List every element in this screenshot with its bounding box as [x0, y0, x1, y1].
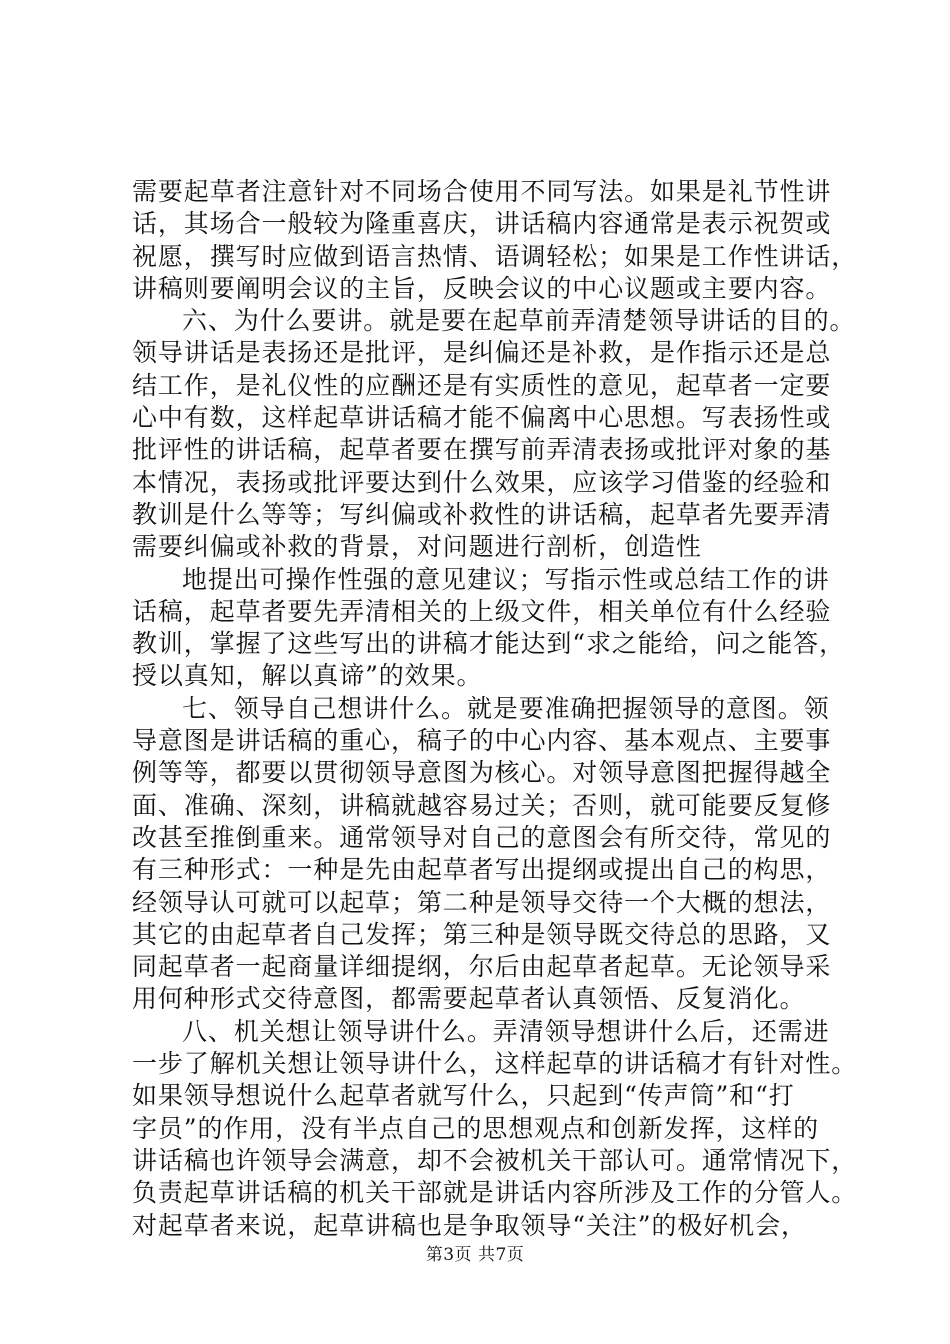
paragraph-start-line: 七、领导自己想讲什么。就是要准确把握领导的意图。领 — [182, 693, 830, 723]
text-line: 话，其场合一般较为隆重喜庆，讲话稿内容通常是表示祝贺或 — [132, 209, 832, 239]
text-line: 授以真知，解以真谛”的效果。 — [132, 661, 483, 691]
text-line: 心中有数，这样起草讲话稿才能不偏离中心思想。写表扬性或 — [132, 403, 832, 433]
text-line: 导意图是讲话稿的重心，稿子的中心内容、基本观点、主要事 — [132, 726, 832, 756]
body-text — [132, 176, 858, 1242]
text-line: 祝愿，撰写时应做到语言热情、语调轻松；如果是工作性讲话， — [132, 241, 858, 271]
text-line: 负责起草讲话稿的机关干部就是讲话内容所涉及工作的分管人。 — [132, 1178, 858, 1208]
text-line: 教训，掌握了这些写出的讲稿才能达到“求之能给，问之能答， — [132, 629, 845, 659]
text-line: 例等等，都要以贯彻领导意图为核心。对领导意图把握得越全 — [132, 758, 832, 788]
paragraph-start-line: 八、机关想让领导讲什么。弄清领导想讲什么后，还需进 — [182, 1016, 830, 1046]
text-line: 面、准确、深刻，讲稿就越容易过关；否则，就可能要反复修 — [132, 790, 832, 820]
text-line: 字员”的作用，没有半点自己的思想观点和创新发挥，这样的 — [132, 1113, 820, 1143]
text-line: 改甚至推倒重来。通常领导对自己的意图会有所交待，常见的 — [132, 822, 832, 852]
text-line: 需要纠偏或补救的背景，对问题进行剖析，创造性 — [132, 532, 702, 562]
text-line: 对起草者来说，起草讲稿也是争取领导“关注”的极好机会， — [132, 1210, 807, 1240]
text-line: 其它的由起草者自己发挥；第三种是领导既交待总的思路，又 — [132, 919, 832, 949]
text-line: 有三种形式：一种是先由起草者写出提纲或提出自己的构思， — [132, 855, 832, 885]
paragraph-start-line: 六、为什么要讲。就是要在起草前弄清楚领导讲话的目的。 — [182, 306, 856, 336]
text-line: 如果领导想说什么起草者就写什么，只起到“传声筒”和“打 — [132, 1081, 795, 1111]
text-line: 讲话稿也许领导会满意，却不会被机关干部认可。通常情况下， — [132, 1145, 858, 1175]
text-line: 结工作，是礼仪性的应酬还是有实质性的意见，起草者一定要 — [132, 370, 832, 400]
text-line: 同起草者一起商量详细提纲，尔后由起草者起草。无论领导采 — [132, 952, 832, 982]
text-line: 讲稿则要阐明会议的主旨，反映会议的中心议题或主要内容。 — [132, 273, 832, 303]
paragraph-start-line: 地提出可操作性强的意见建议；写指示性或总结工作的讲 — [182, 564, 830, 594]
text-line: 领导讲话是表扬还是批评，是纠偏还是补救，是作指示还是总 — [132, 338, 832, 368]
text-line: 本情况，表扬或批评要达到什么效果，应该学习借鉴的经验和 — [132, 467, 832, 497]
text-line: 话稿，起草者要先弄清相关的上级文件，相关单位有什么经验 — [132, 596, 832, 626]
text-line: 批评性的讲话稿，起草者要在撰写前弄清表扬或批评对象的基 — [132, 435, 832, 465]
text-line: 需要起草者注意针对不同场合使用不同写法。如果是礼节性讲 — [132, 177, 832, 206]
page-number-footer: 第3页 共7页 — [425, 1245, 525, 1265]
text-line: 经领导认可就可以起草；第二种是领导交待一个大概的想法， — [132, 887, 832, 917]
text-line: 一步了解机关想让领导讲什么，这样起草的讲话稿才有针对性。 — [132, 1049, 858, 1079]
text-line: 教训是什么等等；写纠偏或补救性的讲话稿，起草者先要弄清 — [132, 499, 832, 529]
text-line: 用何种形式交待意图，都需要起草者认真领悟、反复消化。 — [132, 984, 806, 1014]
